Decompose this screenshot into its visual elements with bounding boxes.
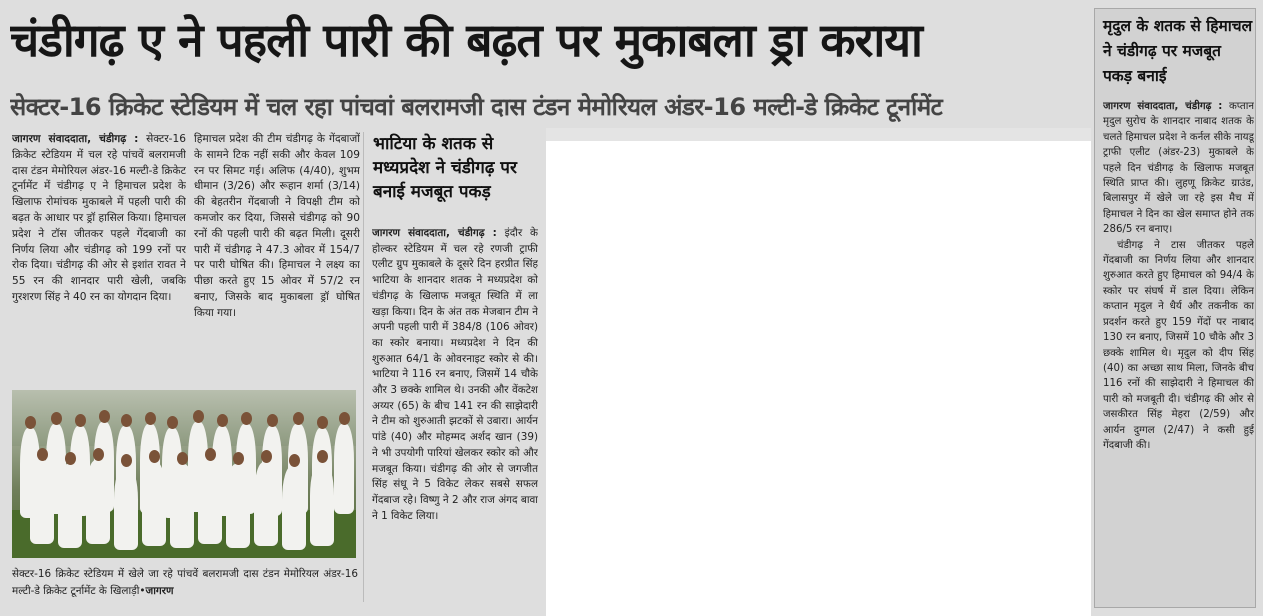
player-figure [58, 464, 82, 548]
player-head [51, 412, 62, 425]
column-divider [363, 132, 364, 602]
mp-story-title: भाटिया के शतक से मध्यप्रदेश ने चंडीगढ़ पर बनाई मजबूत पकड़ [373, 134, 517, 202]
player-head [267, 414, 278, 427]
side-story-para-2: चंडीगढ़ ने टास जीतकर पहले गेंदबाजी का निर्णय लिया और शानदार शुरुआत करते हुए हिमाचल को 94/4 के स्कोर पर संघर्ष में डाल दिया। लेकिन कप्तान मृदुल ने धैर्य और तकनीक का प्रदर्शन करते हुए 159 गेंदों पर नाबाद 130 रन बनाए, जिसमें 10 चौके और 3 छक्के शामिल थे। मृदुल को दीप सिंह (40) का अच्छा साथ मिला, जिनके बीच 116 रनों की साझेदारी ने हिमाचल की पारी को मजबूती दी। चंडीगढ़ की ओर से जसकीरत सिंह मेहरा (2/59) और आर्यन दुग्गल (2/47) ने कसी हुई गेंदबाजी की। [1103, 239, 1254, 451]
player-head [65, 452, 76, 465]
main-story-text-2: हिमाचल प्रदेश की टीम चंडीगढ़ के गेंदबाजों के सामने टिक नहीं सकी और केवल 109 रन पर सिमट गई। अलिफ (4/40), शुभम धीमान (3/26) और रूहान शर्मा (3/14) की बेहतरीन गेंदबाजी ने विपक्षी टीम को कमजोर कर दिया, जिससे चंडीगढ़ को 90 रनों की पहली पारी की बढ़त मिली। दूसरी पारी में चंडीगढ़ ने 47.3 ओवर में 154/7 पर पारी घोषित की। हिमाचल ने लक्ष्य का पीछा करते हुए 15 ओवर में 57/2 रन बनाए, जिसके बाद मुकाबला ड्रॉ घोषित किया गया। [194, 133, 360, 319]
player-head [37, 448, 48, 461]
photo-credit: जागरण [145, 585, 174, 597]
player-head [121, 454, 132, 467]
player-head [289, 454, 300, 467]
side-story-title: मृदुल के शतक से हिमाचल ने चंडीगढ़ पर मजबूत पकड़ बनाई [1103, 17, 1253, 85]
mp-story-body [372, 226, 538, 606]
blank-area [546, 141, 1091, 616]
main-story-column-2 [194, 132, 360, 380]
player-head [241, 412, 252, 425]
side-story-byline: जागरण संवाददाता, चंडीगढ़ : [1103, 101, 1223, 112]
player-head [233, 452, 244, 465]
player-head [293, 412, 304, 425]
photo-caption: सेक्टर-16 क्रिकेट स्टेडियम में खेले जा रहे पांचवें बलरामजी दास टंडन मेमोरियल अंडर-16 मल्टी-डे क्रिकेट टूर्नामेंट के खिलाड़ी•जागरण [12, 568, 358, 597]
player-head [145, 412, 156, 425]
main-story-text-1: सेक्टर-16 क्रिकेट स्टेडियम में चल रहे पांचवें बलरामजी दास टंडन मेमोरियल अंडर-16 मल्टी-डे क्रिकेट टूर्नामेंट में चंडीगढ़ ए ने हिमाचल प्रदेश के खिलाफ रोमांचक मुकाबले में पहली पारी की बढ़त के आधार पर ड्रॉ हासिल किया। हिमाचल प्रदेश ने टॉस जीतकर पहले गेंदबाजी का निर्णय लिया और चंडीगढ़ को 199 रनों पर रोक दिया। चंडीगढ़ की ओर से इशांत रावत ने 55 रन की शानदार पारी खेली, जबकि गुरशरण सिंह ने 40 रन का योगदान दिया। [12, 133, 186, 303]
player-head [261, 450, 272, 463]
mp-story-text: इंदौर के होल्कर स्टेडियम में चल रहे रणजी ट्राफी एलीट ग्रुप मुकाबले के दूसरे दिन हरप्रीत सिंह भाटिया के शानदार शतक ने मध्यप्रदेश को चंडीगढ़ के खिलाफ मजबूत स्थिति में ला खड़ा किया। दिन के अंत तक मेजबान टीम ने अपनी पहली पारी में 384/8 (106 ओवर) का स्कोर बनाया। मध्यप्रदेश ने दिन की शुरुआत 64/1 के ओवरनाइट स्कोर से की। भाटिया ने 116 रन बनाए, जिसमें 14 चौके और 3 छक्के शामिल थे। उनकी और वेंकटेश अय्यर (65) के बीच 141 रन की साझेदारी ने टीम को शुरुआती झटकों से उबारा। आर्यन पांडे (40) और मोहम्मद अर्शद खान (39) ने भी उपयोगी पारियां खेलकर स्कोर को और मजबूत किया। चंडीगढ़ की ओर से जगजीत सिंह संधू ने 5 विकेट लेकर सबसे सफल गेंदबाज रहे। विष्णु ने 2 और राज अंगद बावा ने 1 विकेट लिया। [372, 227, 538, 522]
player-head [193, 410, 204, 423]
side-story-para-1: कप्तान मृदुल सुरोच के शानदार नाबाद शतक के चलते हिमाचल प्रदेश ने कर्नल सीके नायडू ट्राफी एलीट (अंडर-23) मुकाबले के पहले दिन चंडीगढ़ के खिलाफ मजबूत स्थिति प्राप्त की। लुहणू क्रिकेट ग्राउंड, बिलासपुर में खेले जा रहे इस मैच में हिमाचल ने दिन का खेल समाप्त होने तक 286/5 रन बनाए। [1103, 101, 1254, 236]
player-head [93, 448, 104, 461]
player-figure [282, 466, 306, 550]
caption-text: सेक्टर-16 क्रिकेट स्टेडियम में खेले जा रहे पांचवें बलरामजी दास टंडन मेमोरियल अंडर-16 मल्टी-डे क्रिकेट टूर्नामेंट के खिलाड़ी [12, 568, 358, 597]
player-head [167, 416, 178, 429]
player-figure [30, 460, 54, 544]
mp-story-byline: जागरण संवाददाता, चंडीगढ़ : [372, 227, 497, 239]
player-figure [334, 424, 354, 514]
player-figure [114, 466, 138, 550]
team-photo [12, 390, 356, 558]
player-head [99, 410, 110, 423]
player-figure [254, 462, 278, 546]
side-story-body [1103, 99, 1254, 599]
player-figure [170, 464, 194, 548]
player-head [25, 416, 36, 429]
player-head [75, 414, 86, 427]
main-story-byline: जागरण संवाददाता, चंडीगढ़ : [12, 133, 139, 145]
player-head [205, 448, 216, 461]
player-figure [226, 464, 250, 548]
player-figure [198, 460, 222, 544]
player-figure [310, 462, 334, 546]
cropped-text-strip [546, 128, 1091, 141]
player-head [149, 450, 160, 463]
subheadline: सेक्टर-16 क्रिकेट स्टेडियम में चल रहा पांचवां बलरामजी दास टंडन मेमोरियल अंडर-16 मल्टी-डे क्रिकेट टूर्नामेंट [10, 93, 943, 121]
headline: चंडीगढ़ ए ने पहली पारी की बढ़त पर मुकाबला ड्रा कराया [10, 13, 922, 67]
player-figure [142, 462, 166, 546]
player-head [217, 414, 228, 427]
player-head [317, 416, 328, 429]
player-head [177, 452, 188, 465]
player-head [339, 412, 350, 425]
player-head [121, 414, 132, 427]
player-head [317, 450, 328, 463]
player-figure [86, 460, 110, 544]
main-story-column-1 [12, 132, 186, 380]
